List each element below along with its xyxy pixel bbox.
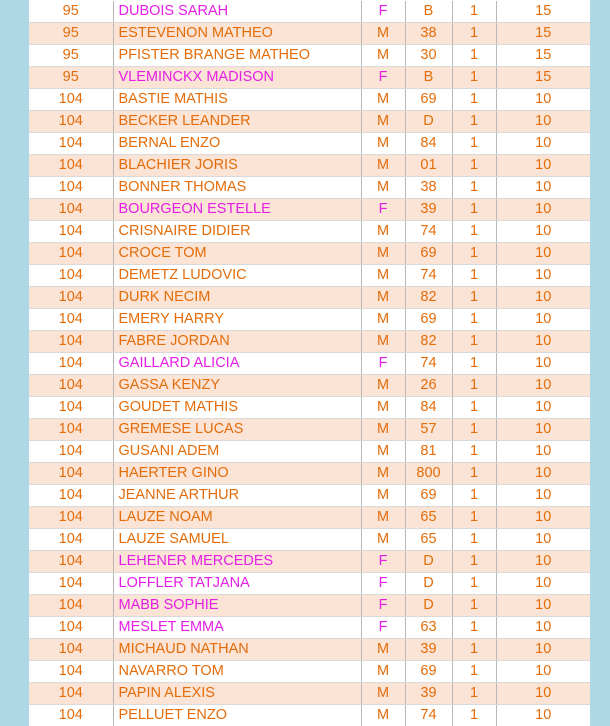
table-row[interactable]	[29, 67, 590, 89]
table-row[interactable]	[29, 111, 590, 133]
count-cell[interactable]: 1	[452, 683, 496, 705]
dep-cell[interactable]: 74	[405, 705, 452, 726]
points-cell[interactable]: 10	[496, 639, 590, 661]
rank-cell[interactable]: 104	[29, 463, 113, 485]
name-cell[interactable]: LEHENER MERCEDES	[113, 551, 361, 573]
rank-cell[interactable]: 104	[29, 617, 113, 639]
name-cell[interactable]: DURK NECIM	[113, 287, 361, 309]
sex-cell[interactable]: M	[361, 683, 405, 705]
name-cell[interactable]: GUSANI ADEM	[113, 441, 361, 463]
points-cell[interactable]: 10	[496, 243, 590, 265]
sex-cell[interactable]: M	[361, 375, 405, 397]
points-cell[interactable]: 15	[496, 23, 590, 45]
sex-cell[interactable]: M	[361, 265, 405, 287]
name-cell[interactable]: EMERY HARRY	[113, 309, 361, 331]
rank-cell[interactable]: 104	[29, 485, 113, 507]
count-cell[interactable]: 1	[452, 529, 496, 551]
count-cell[interactable]: 1	[452, 375, 496, 397]
count-cell[interactable]: 1	[452, 507, 496, 529]
count-cell[interactable]: 1	[452, 45, 496, 67]
sex-cell[interactable]: F	[361, 353, 405, 375]
points-cell[interactable]: 10	[496, 463, 590, 485]
name-cell[interactable]: CRISNAIRE DIDIER	[113, 221, 361, 243]
count-cell[interactable]: 1	[452, 221, 496, 243]
sex-cell[interactable]: M	[361, 155, 405, 177]
table-row[interactable]	[29, 353, 590, 375]
name-cell[interactable]: LAUZE NOAM	[113, 507, 361, 529]
name-cell[interactable]: BASTIE MATHIS	[113, 89, 361, 111]
table-row[interactable]	[29, 177, 590, 199]
table-row[interactable]	[29, 529, 590, 551]
sex-cell[interactable]: F	[361, 67, 405, 89]
sex-cell[interactable]: M	[361, 89, 405, 111]
points-cell[interactable]: 10	[496, 375, 590, 397]
dep-cell[interactable]: 39	[405, 683, 452, 705]
rank-cell[interactable]: 104	[29, 595, 113, 617]
count-cell[interactable]: 1	[452, 111, 496, 133]
rank-cell[interactable]: 104	[29, 397, 113, 419]
dep-cell[interactable]: 26	[405, 375, 452, 397]
sex-cell[interactable]: M	[361, 287, 405, 309]
points-cell[interactable]: 10	[496, 353, 590, 375]
table-row[interactable]	[29, 419, 590, 441]
rank-cell[interactable]: 104	[29, 639, 113, 661]
rank-cell[interactable]: 104	[29, 265, 113, 287]
count-cell[interactable]: 1	[452, 353, 496, 375]
name-cell[interactable]: BERNAL ENZO	[113, 133, 361, 155]
table-row[interactable]	[29, 485, 590, 507]
sex-cell[interactable]: M	[361, 309, 405, 331]
rank-cell[interactable]: 104	[29, 287, 113, 309]
table-row[interactable]	[29, 463, 590, 485]
table-row[interactable]	[29, 617, 590, 639]
count-cell[interactable]: 1	[452, 287, 496, 309]
dep-cell[interactable]: 69	[405, 89, 452, 111]
name-cell[interactable]: VLEMINCKX MADISON	[113, 67, 361, 89]
count-cell[interactable]: 1	[452, 617, 496, 639]
name-cell[interactable]: DEMETZ LUDOVIC	[113, 265, 361, 287]
sex-cell[interactable]: F	[361, 551, 405, 573]
name-cell[interactable]: JEANNE ARTHUR	[113, 485, 361, 507]
table-row[interactable]	[29, 243, 590, 265]
table-row[interactable]	[29, 265, 590, 287]
count-cell[interactable]: 1	[452, 89, 496, 111]
count-cell[interactable]: 1	[452, 419, 496, 441]
count-cell[interactable]: 1	[452, 265, 496, 287]
rank-cell[interactable]: 104	[29, 221, 113, 243]
sex-cell[interactable]: M	[361, 397, 405, 419]
rank-cell[interactable]: 104	[29, 89, 113, 111]
dep-cell[interactable]: 69	[405, 485, 452, 507]
rank-cell[interactable]: 104	[29, 507, 113, 529]
dep-cell[interactable]: 39	[405, 639, 452, 661]
table-row[interactable]	[29, 705, 590, 726]
dep-cell[interactable]: 57	[405, 419, 452, 441]
count-cell[interactable]: 1	[452, 573, 496, 595]
dep-cell[interactable]: D	[405, 595, 452, 617]
sex-cell[interactable]: M	[361, 221, 405, 243]
points-cell[interactable]: 10	[496, 309, 590, 331]
dep-cell[interactable]: 74	[405, 353, 452, 375]
points-cell[interactable]: 10	[496, 705, 590, 726]
table-row[interactable]	[29, 441, 590, 463]
table-row[interactable]	[29, 155, 590, 177]
table-row[interactable]	[29, 551, 590, 573]
points-cell[interactable]: 10	[496, 617, 590, 639]
dep-cell[interactable]: 74	[405, 265, 452, 287]
sex-cell[interactable]: F	[361, 573, 405, 595]
points-cell[interactable]: 10	[496, 331, 590, 353]
count-cell[interactable]: 1	[452, 441, 496, 463]
sex-cell[interactable]: M	[361, 661, 405, 683]
results-sheet	[29, 0, 590, 726]
points-cell[interactable]: 10	[496, 441, 590, 463]
sex-cell[interactable]: M	[361, 243, 405, 265]
count-cell[interactable]: 1	[452, 463, 496, 485]
dep-cell[interactable]: 65	[405, 507, 452, 529]
count-cell[interactable]: 1	[452, 177, 496, 199]
table-row[interactable]	[29, 23, 590, 45]
table-row[interactable]	[29, 595, 590, 617]
sex-cell[interactable]: M	[361, 419, 405, 441]
name-cell[interactable]: BONNER THOMAS	[113, 177, 361, 199]
points-cell[interactable]: 10	[496, 89, 590, 111]
table-row[interactable]	[29, 287, 590, 309]
rank-cell[interactable]: 95	[29, 23, 113, 45]
points-cell[interactable]: 15	[496, 67, 590, 89]
sex-cell[interactable]: M	[361, 23, 405, 45]
name-cell[interactable]: GAILLARD ALICIA	[113, 353, 361, 375]
table-row[interactable]	[29, 331, 590, 353]
dep-cell[interactable]: 800	[405, 463, 452, 485]
dep-cell[interactable]: B	[405, 67, 452, 89]
name-cell[interactable]: FABRE JORDAN	[113, 331, 361, 353]
name-cell[interactable]: DUBOIS SARAH	[113, 1, 361, 23]
rank-cell[interactable]: 104	[29, 177, 113, 199]
rank-cell[interactable]: 104	[29, 375, 113, 397]
sex-cell[interactable]: F	[361, 617, 405, 639]
table-row[interactable]	[29, 507, 590, 529]
points-cell[interactable]: 10	[496, 573, 590, 595]
name-cell[interactable]: PELLUET ENZO	[113, 705, 361, 726]
dep-cell[interactable]: 82	[405, 331, 452, 353]
count-cell[interactable]: 1	[452, 639, 496, 661]
table-row[interactable]	[29, 221, 590, 243]
points-cell[interactable]: 10	[496, 661, 590, 683]
name-cell[interactable]: LOFFLER TATJANA	[113, 573, 361, 595]
name-cell[interactable]: PFISTER BRANGE MATHEO	[113, 45, 361, 67]
sex-cell[interactable]: F	[361, 1, 405, 23]
points-cell[interactable]: 10	[496, 485, 590, 507]
points-cell[interactable]: 10	[496, 683, 590, 705]
dep-cell[interactable]: 63	[405, 617, 452, 639]
name-cell[interactable]: HAERTER GINO	[113, 463, 361, 485]
points-cell[interactable]: 10	[496, 155, 590, 177]
name-cell[interactable]: MABB SOPHIE	[113, 595, 361, 617]
sex-cell[interactable]: M	[361, 705, 405, 726]
name-cell[interactable]: GOUDET MATHIS	[113, 397, 361, 419]
sex-cell[interactable]: M	[361, 485, 405, 507]
name-cell[interactable]: BOURGEON ESTELLE	[113, 199, 361, 221]
name-cell[interactable]: BLACHIER JORIS	[113, 155, 361, 177]
points-cell[interactable]: 10	[496, 199, 590, 221]
count-cell[interactable]: 1	[452, 397, 496, 419]
sex-cell[interactable]: F	[361, 595, 405, 617]
rank-cell[interactable]: 95	[29, 45, 113, 67]
dep-cell[interactable]: 81	[405, 441, 452, 463]
table-row[interactable]	[29, 573, 590, 595]
rank-cell[interactable]: 104	[29, 419, 113, 441]
count-cell[interactable]: 1	[452, 661, 496, 683]
dep-cell[interactable]: 30	[405, 45, 452, 67]
dep-cell[interactable]: B	[405, 1, 452, 23]
sex-cell[interactable]: M	[361, 639, 405, 661]
sex-cell[interactable]: M	[361, 463, 405, 485]
count-cell[interactable]: 1	[452, 155, 496, 177]
sex-cell[interactable]: M	[361, 507, 405, 529]
dep-cell[interactable]: 65	[405, 529, 452, 551]
points-cell[interactable]: 10	[496, 111, 590, 133]
dep-cell[interactable]: 84	[405, 133, 452, 155]
dep-cell[interactable]: 69	[405, 661, 452, 683]
name-cell[interactable]: GREMESE LUCAS	[113, 419, 361, 441]
rank-cell[interactable]: 104	[29, 133, 113, 155]
rank-cell[interactable]: 104	[29, 155, 113, 177]
name-cell[interactable]: CROCE TOM	[113, 243, 361, 265]
sex-cell[interactable]: M	[361, 111, 405, 133]
table-row[interactable]	[29, 639, 590, 661]
sex-cell[interactable]: M	[361, 177, 405, 199]
dep-cell[interactable]: D	[405, 111, 452, 133]
count-cell[interactable]: 1	[452, 551, 496, 573]
sex-cell[interactable]: M	[361, 331, 405, 353]
points-cell[interactable]: 10	[496, 177, 590, 199]
table-row[interactable]	[29, 397, 590, 419]
dep-cell[interactable]: 38	[405, 23, 452, 45]
points-cell[interactable]: 10	[496, 397, 590, 419]
rank-cell[interactable]: 104	[29, 331, 113, 353]
rank-cell[interactable]: 104	[29, 683, 113, 705]
dep-cell[interactable]: 84	[405, 397, 452, 419]
results-table-body	[29, 1, 590, 726]
rank-cell[interactable]: 104	[29, 661, 113, 683]
rank-cell[interactable]: 104	[29, 551, 113, 573]
dep-cell[interactable]: 69	[405, 309, 452, 331]
rank-cell[interactable]: 104	[29, 529, 113, 551]
dep-cell[interactable]: 39	[405, 199, 452, 221]
points-cell[interactable]: 10	[496, 287, 590, 309]
count-cell[interactable]: 1	[452, 199, 496, 221]
rank-cell[interactable]: 95	[29, 67, 113, 89]
sex-cell[interactable]: M	[361, 133, 405, 155]
table-row[interactable]	[29, 661, 590, 683]
name-cell[interactable]: BECKER LEANDER	[113, 111, 361, 133]
points-cell[interactable]: 10	[496, 595, 590, 617]
count-cell[interactable]: 1	[452, 705, 496, 726]
table-row[interactable]	[29, 309, 590, 331]
count-cell[interactable]: 1	[452, 23, 496, 45]
points-cell[interactable]: 15	[496, 1, 590, 23]
rank-cell[interactable]: 104	[29, 353, 113, 375]
dep-cell[interactable]: 01	[405, 155, 452, 177]
name-cell[interactable]: NAVARRO TOM	[113, 661, 361, 683]
rank-cell[interactable]: 104	[29, 199, 113, 221]
count-cell[interactable]: 1	[452, 243, 496, 265]
count-cell[interactable]: 1	[452, 67, 496, 89]
points-cell[interactable]: 10	[496, 419, 590, 441]
points-cell[interactable]: 10	[496, 265, 590, 287]
name-cell[interactable]: MESLET EMMA	[113, 617, 361, 639]
table-row[interactable]	[29, 375, 590, 397]
rank-cell[interactable]: 104	[29, 243, 113, 265]
count-cell[interactable]: 1	[452, 595, 496, 617]
rank-cell[interactable]: 104	[29, 441, 113, 463]
points-cell[interactable]: 10	[496, 133, 590, 155]
sex-cell[interactable]: M	[361, 45, 405, 67]
name-cell[interactable]: LAUZE SAMUEL	[113, 529, 361, 551]
count-cell[interactable]: 1	[452, 309, 496, 331]
dep-cell[interactable]: D	[405, 551, 452, 573]
rank-cell[interactable]: 104	[29, 573, 113, 595]
count-cell[interactable]: 1	[452, 485, 496, 507]
points-cell[interactable]: 10	[496, 551, 590, 573]
count-cell[interactable]: 1	[452, 1, 496, 23]
dep-cell[interactable]: D	[405, 573, 452, 595]
name-cell[interactable]: PAPIN ALEXIS	[113, 683, 361, 705]
sex-cell[interactable]: F	[361, 199, 405, 221]
sex-cell[interactable]: M	[361, 529, 405, 551]
dep-cell[interactable]: 38	[405, 177, 452, 199]
count-cell[interactable]: 1	[452, 133, 496, 155]
table-row[interactable]	[29, 89, 590, 111]
sex-cell[interactable]: M	[361, 441, 405, 463]
table-row[interactable]	[29, 1, 590, 23]
dep-cell[interactable]: 74	[405, 221, 452, 243]
points-cell[interactable]: 15	[496, 45, 590, 67]
name-cell[interactable]: ESTEVENON MATHEO	[113, 23, 361, 45]
table-row[interactable]	[29, 45, 590, 67]
name-cell[interactable]: GASSA KENZY	[113, 375, 361, 397]
name-cell[interactable]: MICHAUD NATHAN	[113, 639, 361, 661]
table-row[interactable]	[29, 199, 590, 221]
dep-cell[interactable]: 69	[405, 243, 452, 265]
count-cell[interactable]: 1	[452, 331, 496, 353]
results-table	[29, 1, 590, 726]
table-row[interactable]	[29, 683, 590, 705]
points-cell[interactable]: 10	[496, 507, 590, 529]
points-cell[interactable]: 10	[496, 529, 590, 551]
dep-cell[interactable]: 82	[405, 287, 452, 309]
table-row[interactable]	[29, 133, 590, 155]
rank-cell[interactable]: 104	[29, 309, 113, 331]
rank-cell[interactable]: 95	[29, 1, 113, 23]
rank-cell[interactable]: 104	[29, 111, 113, 133]
rank-cell[interactable]: 104	[29, 705, 113, 726]
points-cell[interactable]: 10	[496, 221, 590, 243]
